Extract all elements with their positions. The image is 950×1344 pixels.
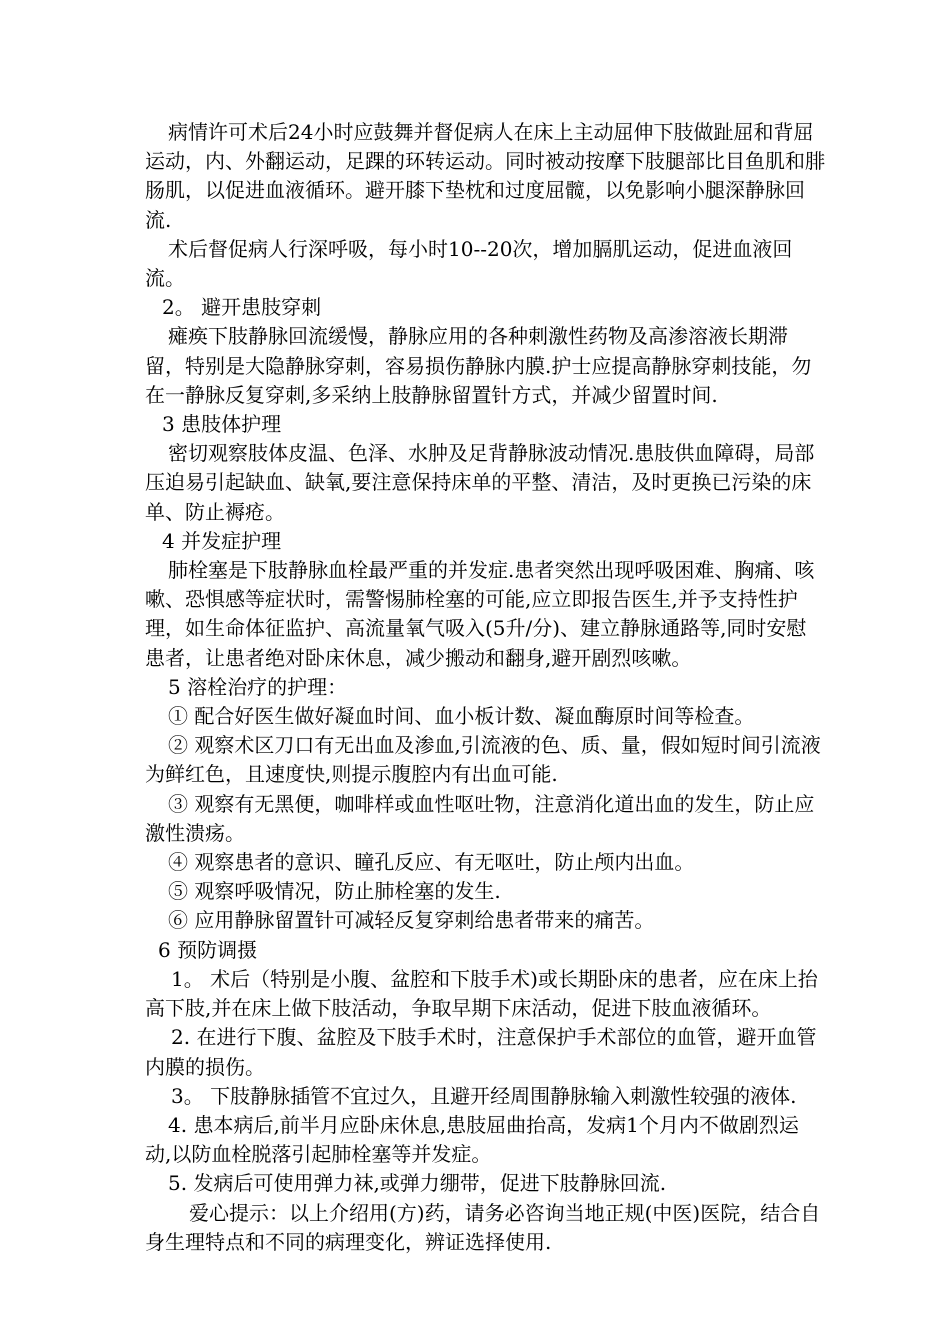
list-item-thrombolysis-5: ⑤ 观察呼吸情况，防止肺栓塞的发生.: [168, 879, 501, 904]
list-item-thrombolysis-1: ① 配合好医生做好凝血时间、血小板计数、凝血酶原时间等检查。: [168, 704, 755, 729]
list-item-prevention-4: 4. 患本病后,前半月应卧床休息,患肢屈曲抬高，发病1个月内不做剧烈运动,以防血栓脱落引起肺栓塞等并发症。: [145, 1112, 799, 1167]
list-item-thrombolysis-2: ② 观察术区刀口有无出血及渗血,引流液的色、质、量，假如短时间引流液为鲜红色，且速度快,则提示腹腔内有出血可能.: [145, 733, 821, 787]
list-item-thrombolysis-3: ③ 观察有无黑便，咖啡样或血性呕吐物，注意消化道出血的发生，防止应激性溃疡。: [145, 791, 815, 845]
paragraph-postop-exercise: 病情许可术后24小时应鼓舞并督促病人在床上主动屈伸下肢做趾屈和背屈运动，内、外翻运动，足踝的环转运动。同时被动按摩下肢腿部比目鱼肌和腓肠肌，以促进血液循环。避开膝下垫枕和过度屈髋，以免影响小腿深静脉回流.: [145, 120, 825, 232]
list-item-prevention-3: 3。 下肢静脉插管不宜过久，且避开经周围静脉输入刺激性较强的液体.: [171, 1083, 797, 1108]
paragraph-limb-care: 密切观察肢体皮温、色泽、水肿及足背静脉波动情况.患肢供血障碍，局部压迫易引起缺血、缺氧,要注意保持床单的平整、清洁，及时更换已污染的床单、防止褥疮。: [145, 441, 815, 524]
document-body: [145, 118, 825, 1257]
heading-complications: 4 并发症护理: [162, 528, 282, 553]
heading-prevention: 6 预防调摄: [158, 937, 258, 962]
heading-limb-care: 3 患肢体护理: [162, 412, 282, 437]
list-item-thrombolysis-4: ④ 观察患者的意识、瞳孔反应、有无呕吐，防止颅内出血。: [168, 850, 695, 875]
list-item-prevention-2: 2. 在进行下腹、盆腔及下肢手术时，注意保护手术部位的血管，避开血管内膜的损伤。: [145, 1025, 817, 1079]
list-item-prevention-5: 5. 发病后可使用弹力袜,或弹力绷带，促进下肢静脉回流.: [168, 1171, 667, 1196]
paragraph-complications: 肺栓塞是下肢静脉血栓最严重的并发症.患者突然出现呼吸困难、胸痛、咳嗽、恐惧感等症状时，需警惕肺栓塞的可能,应立即报告医生,并予支持性护理，如生命体征监护、高流量氧气吸入(5升/分)、建立静脉通路等,同时安慰患者，让患者绝对卧床休息，减少搬动和翻身,避开剧烈咳嗽。: [145, 558, 815, 670]
list-item-prevention-1: 1。 术后（特别是小腹、盆腔和下肢手术)或长期卧床的患者，应在床上抬高下肢,并在床上做下肢活动，争取早期下床活动，促进下肢血液循环。: [145, 966, 818, 1021]
paragraph-disclaimer: 爱心提示：以上介绍用(方)药，请务必咨询当地正规(中医)医院，结合自身生理特点和不同的病理变化，辨证选择使用.: [145, 1200, 821, 1254]
list-item-thrombolysis-6: ⑥ 应用静脉留置针可减轻反复穿刺给患者带来的痛苦。: [168, 908, 655, 933]
paragraph-puncture: 瘫痪下肢静脉回流缓慢，静脉应用的各种刺激性药物及高渗溶液长期滞留，特别是大隐静脉穿刺，容易损伤静脉内膜.护士应提高静脉穿刺技能，勿在一静脉反复穿刺,多采纳上肢静脉留置针方式，并减少留置时间.: [145, 324, 812, 407]
heading-avoid-puncture: 2。 避开患肢穿刺: [162, 295, 322, 320]
paragraph-deep-breathing: 术后督促病人行深呼吸，每小时10--20次，增加膈肌运动，促进血液回流。: [145, 236, 793, 291]
heading-thrombolysis: 5 溶栓治疗的护理：: [168, 674, 348, 699]
